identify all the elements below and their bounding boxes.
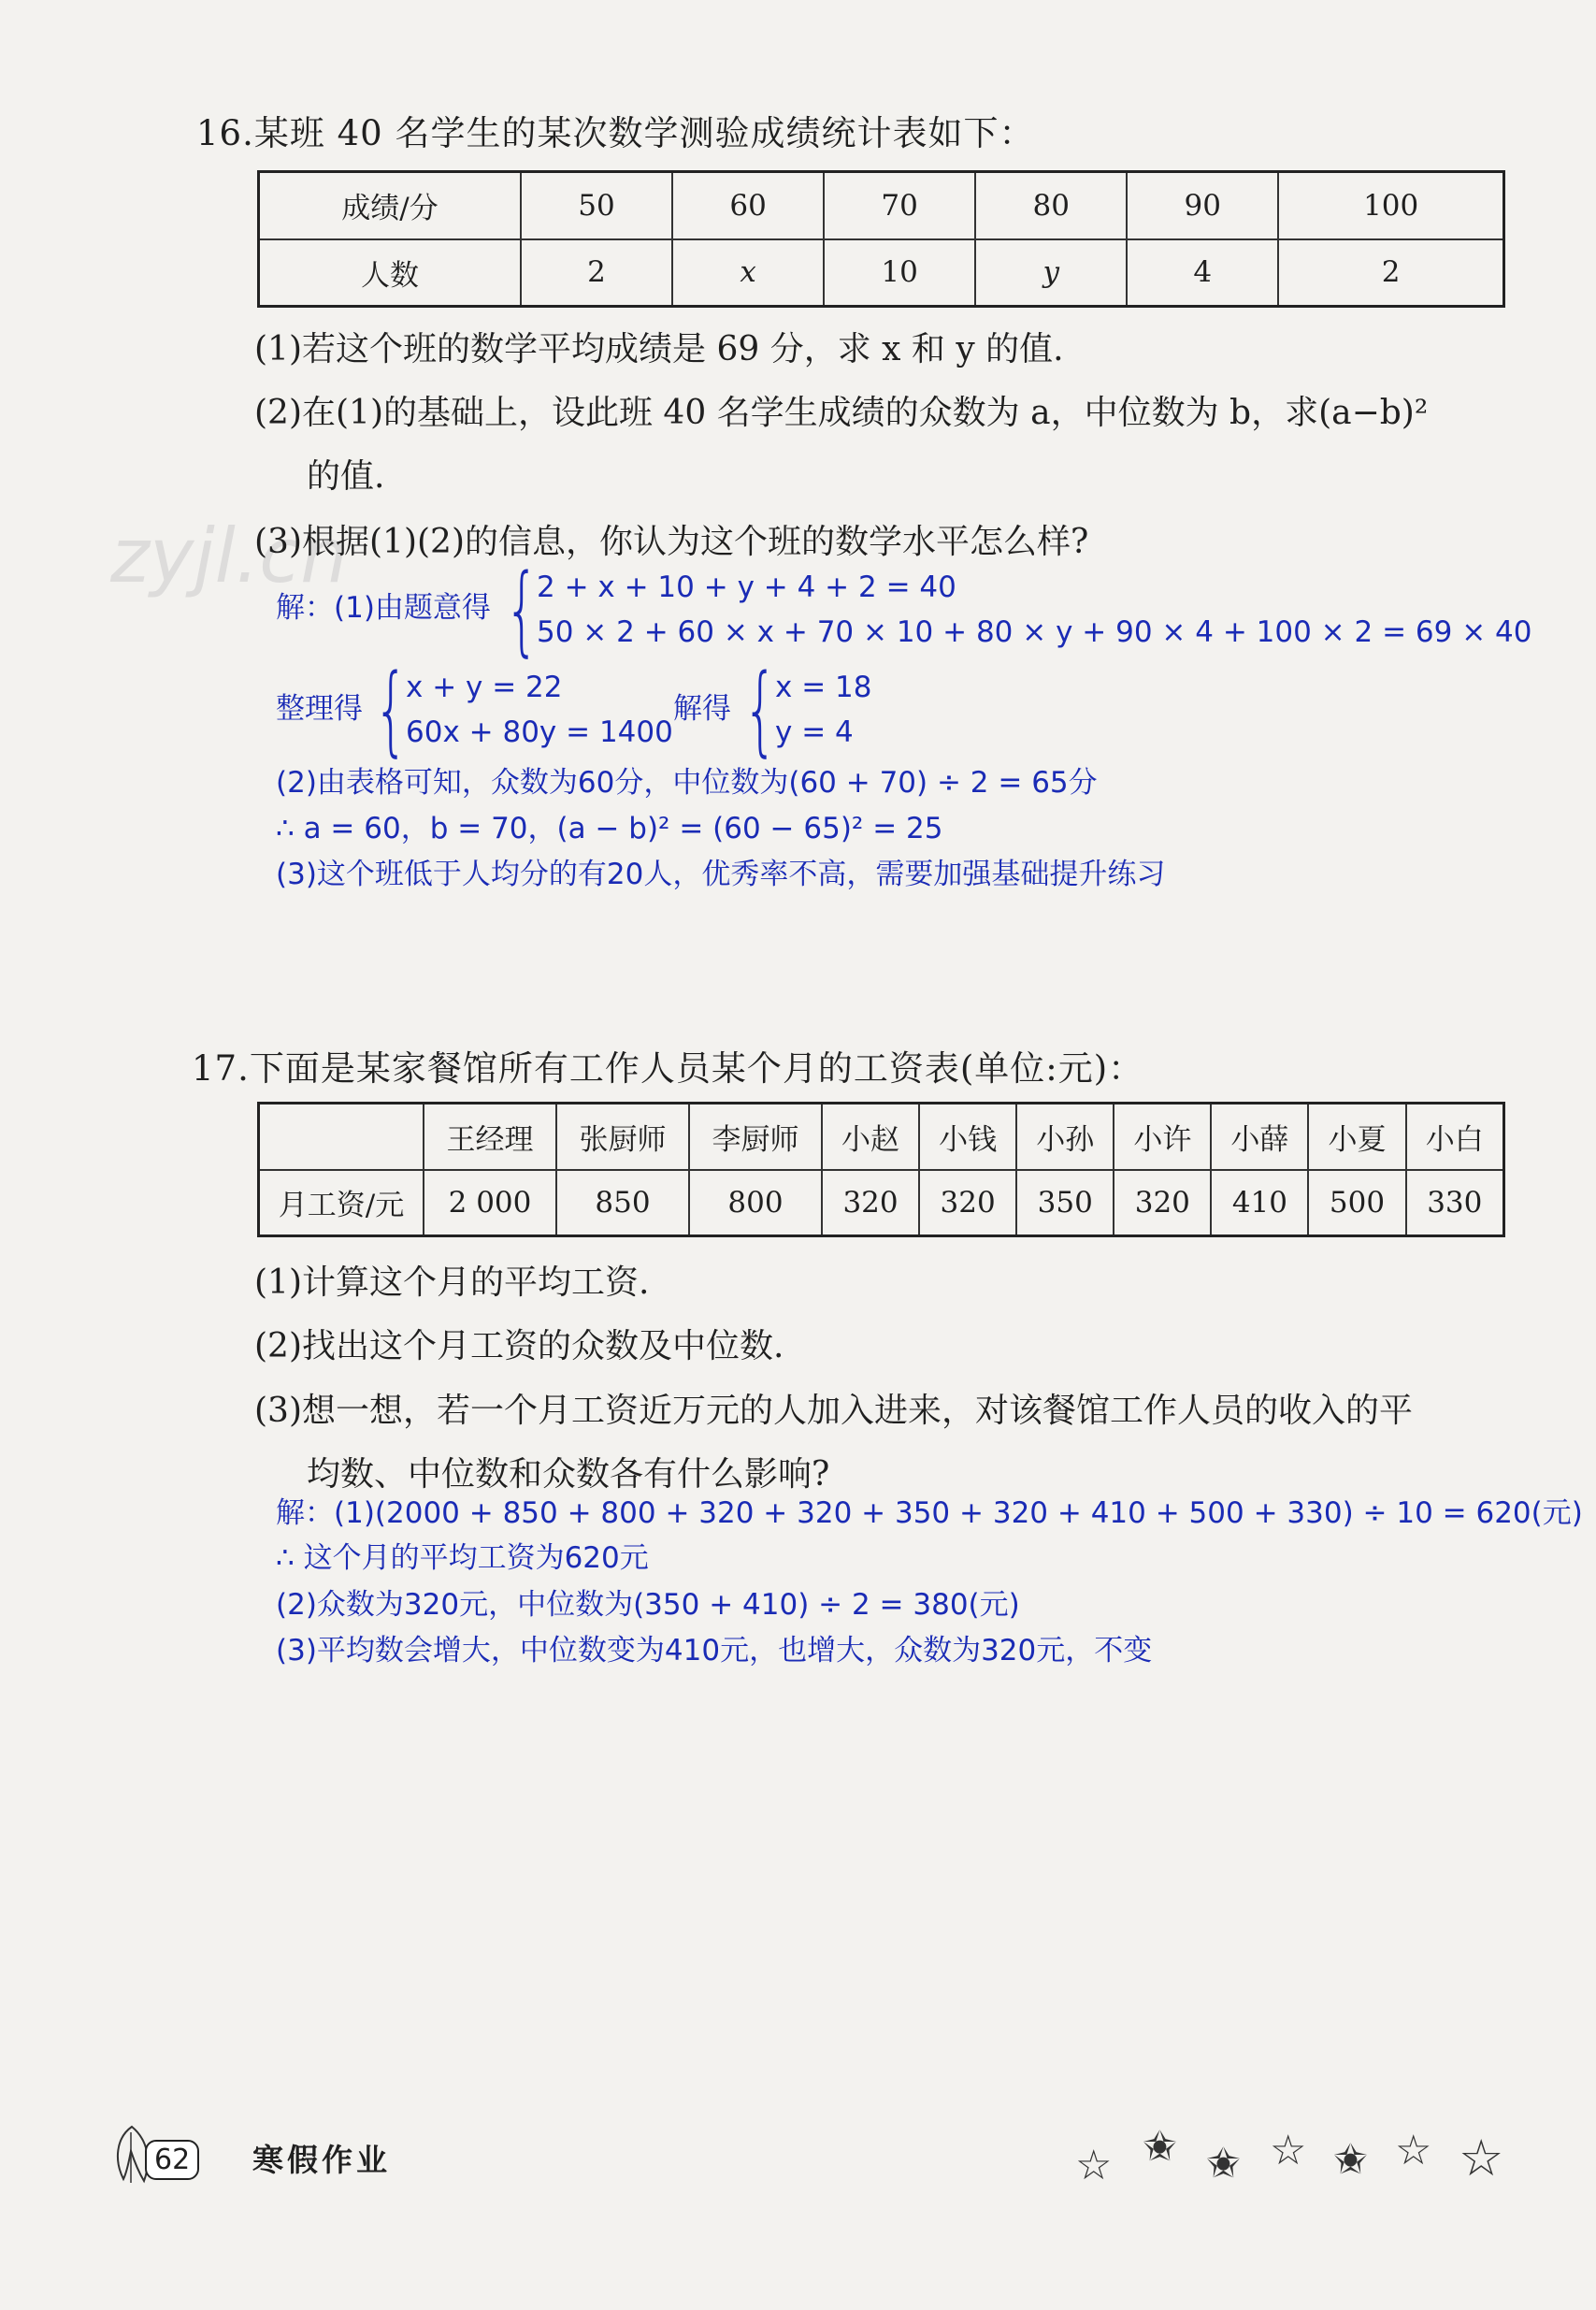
table-cell: 2 [521,239,672,307]
table-cell: 李厨师 [689,1104,822,1170]
q16-sub2-cont: 的值. [307,457,385,496]
book-title: 寒假作业 [252,2142,391,2178]
q16-arrange-label: 整理得 [276,692,363,726]
equation: y = 4 [775,715,854,749]
table-cell: 100 [1278,172,1503,239]
q17-answer-line1: 解：(1)(2000 + 850 + 800 + 320 + 320 + 350 + 320 + 410 + 500 + 330) ÷ 10 = 620(元) [276,1496,1583,1530]
table-cell: 2 [1278,239,1503,307]
table-cell: 320 [822,1170,919,1236]
q17-sub3-cont: 均数、中位数和众数各有什么影响? [307,1455,830,1494]
table-cell: 小白 [1406,1104,1504,1170]
q16-sub2: (2)在(1)的基础上，设此班 40 名学生成绩的众数为 a，中位数为 b，求(a−b)² [254,394,1429,432]
table-cell: x [672,239,824,307]
table-cell: 350 [1016,1170,1114,1236]
page-number: 62 [145,2140,199,2180]
table-cell: y [975,239,1127,307]
table-cell: 10 [824,239,975,307]
star-icon: ☆ [1459,2129,1504,2187]
table-cell: 60 [672,172,824,239]
table-cell: 张厨师 [556,1104,689,1170]
table-cell: 320 [1114,1170,1211,1236]
q16-answer-intro: 解：(1)由题意得 [276,591,491,625]
table-cell: 王经理 [424,1104,556,1170]
q16-answer-line2: (2)由表格可知，众数为60分，中位数为(60 + 70) ÷ 2 = 65分 [276,766,1098,800]
equation: 60x + 80y = 1400 [406,715,673,749]
table-cell: 小赵 [822,1104,919,1170]
table-row [259,1104,1504,1170]
table-cell: 小夏 [1308,1104,1405,1170]
equation: 2 + x + 10 + y + 4 + 2 = 40 [537,570,956,604]
table-cell: 成绩/分 [259,172,522,239]
star-icon: ☆ [1395,2127,1432,2174]
q17-title: 17.下面是某家餐馆所有工作人员某个月的工资表(单位:元)： [192,1048,1144,1089]
brace-icon: { [374,653,409,767]
table-cell: 月工资/元 [259,1170,424,1236]
star-icon: ☆ [1075,2142,1113,2189]
table-cell: 500 [1308,1170,1405,1236]
q16-answer-line4: (3)这个班低于人均分的有20人，优秀率不高，需要加强基础提升练习 [276,858,1166,891]
table-cell: 410 [1211,1170,1308,1236]
q17-answer-line4: (3)平均数会增大，中位数变为410元，也增大，众数为320元，不变 [276,1634,1153,1668]
table-cell: 小许 [1114,1104,1211,1170]
table-cell: 人数 [259,239,522,307]
table-cell: 320 [919,1170,1016,1236]
equation: 50 × 2 + 60 × x + 70 × 10 + 80 × y + 90 × 4 + 100 × 2 = 69 × 40 [537,615,1532,649]
star-icon: ✬ [1333,2136,1368,2184]
table-cell: 4 [1127,239,1278,307]
table-cell: 90 [1127,172,1278,239]
equation: x = 18 [775,671,872,704]
equation: x + y = 22 [406,671,563,704]
star-icon: ☆ [1270,2127,1307,2174]
q17-answer-line2: ∴ 这个月的平均工资为620元 [276,1541,649,1575]
table-cell: 850 [556,1170,689,1236]
q16-sub1: (1)若这个班的数学平均成绩是 69 分，求 x 和 y 的值. [254,330,1064,368]
star-icon: ✬ [1206,2140,1241,2187]
table-cell: 50 [521,172,672,239]
q17-salary-table [257,1102,1505,1237]
q16-equation-system-2 [374,653,673,767]
q16-title: 16.某班 40 名学生的某次数学测验成绩统计表如下： [196,113,1035,153]
q17-sub2: (2)找出这个月工资的众数及中位数. [254,1327,784,1365]
brace-icon: { [743,653,778,767]
table-cell: 小薛 [1211,1104,1308,1170]
q17-sub1: (1)计算这个月的平均工资. [254,1263,650,1302]
decorative-stars [1075,2123,1515,2188]
watermark: zyjl.cn [110,513,348,599]
table-cell [259,1104,424,1170]
q16-equation-system-3 [743,653,872,767]
table-row [259,239,1504,307]
table-row [259,172,1504,239]
q16-answer-line3: ∴ a = 60，b = 70，(a − b)² = (60 − 65)² = 25 [276,812,943,845]
table-cell: 330 [1406,1170,1504,1236]
table-cell: 2 000 [424,1170,556,1236]
table-cell: 800 [689,1170,822,1236]
table-cell: 80 [975,172,1127,239]
star-icon: ✬ [1143,2123,1177,2171]
q16-solve-label: 解得 [673,692,731,726]
q16-sub3: (3)根据(1)(2)的信息，你认为这个班的数学水平怎么样? [254,523,1089,561]
table-row [259,1170,1504,1236]
q17-sub3: (3)想一想，若一个月工资近万元的人加入进来，对该餐馆工作人员的收入的平 [254,1392,1413,1430]
brace-icon: { [505,553,539,667]
q17-answer-line3: (2)众数为320元，中位数为(350 + 410) ÷ 2 = 380(元) [276,1588,1020,1622]
table-cell: 70 [824,172,975,239]
q16-equation-system-1 [505,553,1532,667]
table-cell: 小孙 [1016,1104,1114,1170]
q16-score-table [257,170,1505,308]
table-cell: 小钱 [919,1104,1016,1170]
